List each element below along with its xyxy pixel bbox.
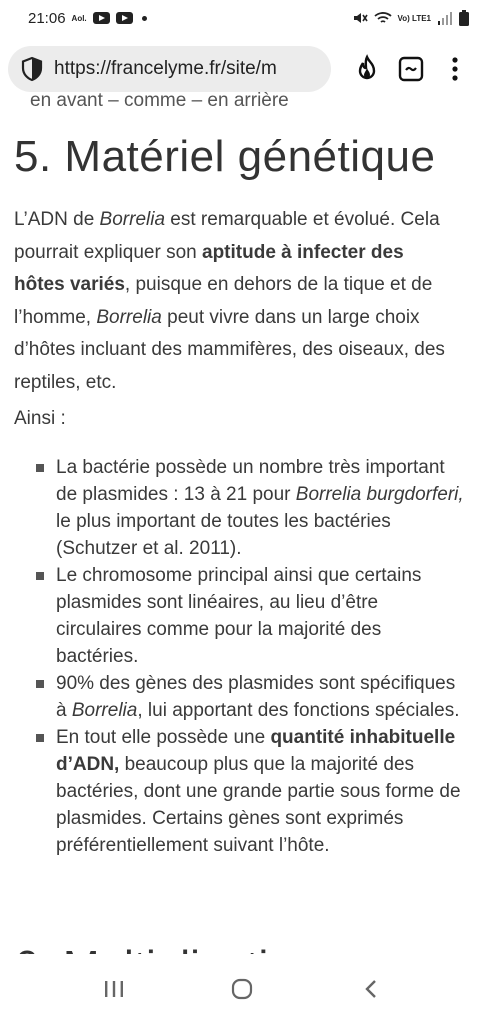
battery-icon bbox=[459, 10, 469, 26]
text-run: Le chromosome principal ainsi que certains plasmides sont linéaires, au lieu d’être circulaires comme pour la majorité des bactéries. bbox=[56, 565, 422, 667]
home-icon bbox=[231, 978, 253, 1000]
list-item bbox=[14, 454, 464, 562]
mute-icon bbox=[352, 10, 368, 26]
text-run: le plus important de toutes les bactéries (Schutzer et al. 2011). bbox=[56, 511, 391, 559]
flame-icon[interactable] bbox=[345, 47, 389, 91]
status-bar bbox=[0, 0, 485, 36]
aol-notification-label: Aol. bbox=[71, 13, 87, 23]
list-item bbox=[14, 670, 464, 724]
youtube-notification-icon-2 bbox=[116, 12, 133, 24]
text-run: , lui apportant des fonctions spéciales. bbox=[137, 700, 460, 721]
recent-apps-button[interactable] bbox=[84, 969, 144, 1009]
text-run: 90% des gènes des plasmides sont spécifiques à bbox=[56, 673, 456, 721]
status-left bbox=[28, 10, 147, 27]
signal-icon bbox=[437, 12, 453, 25]
recent-apps-icon bbox=[103, 980, 125, 998]
more-notifications-icon bbox=[142, 16, 147, 21]
shield-icon[interactable] bbox=[20, 56, 44, 82]
bullet-marker bbox=[36, 680, 44, 688]
facts-list bbox=[14, 454, 464, 859]
status-right bbox=[352, 10, 469, 26]
bold-text: aptitude à infecter des hôtes variés bbox=[14, 241, 404, 295]
text-run: beaucoup plus que la majorité des bactéries, dont une grande partie sous forme de plasmides. Certains gènes sont exprimés préférentiellement suivant l’hôte. bbox=[56, 754, 461, 856]
youtube-notification-icon bbox=[93, 12, 110, 24]
text-run: La bactérie possède un nombre très important de plasmides : 13 à 21 pour bbox=[56, 457, 445, 505]
cut-off-text-line: en avant – comme – en arrière bbox=[30, 90, 289, 111]
text-run: En tout elle possède une bbox=[56, 727, 271, 748]
wifi-icon bbox=[374, 11, 392, 25]
ainsi-label: Ainsi : bbox=[14, 408, 66, 429]
system-nav-bar bbox=[0, 954, 485, 1023]
text-run: , puisque en dehors de la tique et de l’homme, bbox=[14, 274, 433, 328]
text-run: est remarquable et évolué. Cela pourrait expliquer son bbox=[14, 209, 440, 263]
bullet-marker bbox=[36, 464, 44, 472]
italic-text: Borrelia burgdorferi, bbox=[295, 484, 464, 505]
bold-text: quantité inhabituelle d’ADN, bbox=[56, 727, 456, 775]
text-run: peut vivre dans un large choix d’hôtes incluant des mammifères, des oiseaux, des reptiles, etc. bbox=[14, 306, 445, 393]
status-time: 21:06 bbox=[28, 9, 66, 27]
list-item bbox=[14, 562, 464, 670]
network-label: Vo) LTE1 bbox=[397, 13, 431, 23]
home-button[interactable] bbox=[212, 969, 272, 1009]
text-run: L’ADN de bbox=[14, 209, 100, 230]
bullet-marker bbox=[36, 572, 44, 580]
address-bar[interactable] bbox=[8, 46, 331, 92]
italic-text: Borrelia bbox=[99, 209, 166, 230]
italic-text: Borrelia bbox=[71, 700, 138, 721]
bullet-marker bbox=[36, 734, 44, 742]
section-heading: 5. Matériel génétique bbox=[14, 132, 436, 181]
kebab-menu-icon[interactable] bbox=[433, 47, 477, 91]
back-icon bbox=[364, 979, 378, 999]
intro-paragraph bbox=[14, 204, 454, 399]
url-text[interactable]: https://francelyme.fr/site/m bbox=[54, 58, 277, 79]
article-content bbox=[0, 90, 485, 954]
tab-switcher-icon[interactable] bbox=[389, 47, 433, 91]
list-item bbox=[14, 724, 464, 859]
italic-text: Borrelia bbox=[96, 306, 162, 328]
back-button[interactable] bbox=[341, 969, 401, 1009]
